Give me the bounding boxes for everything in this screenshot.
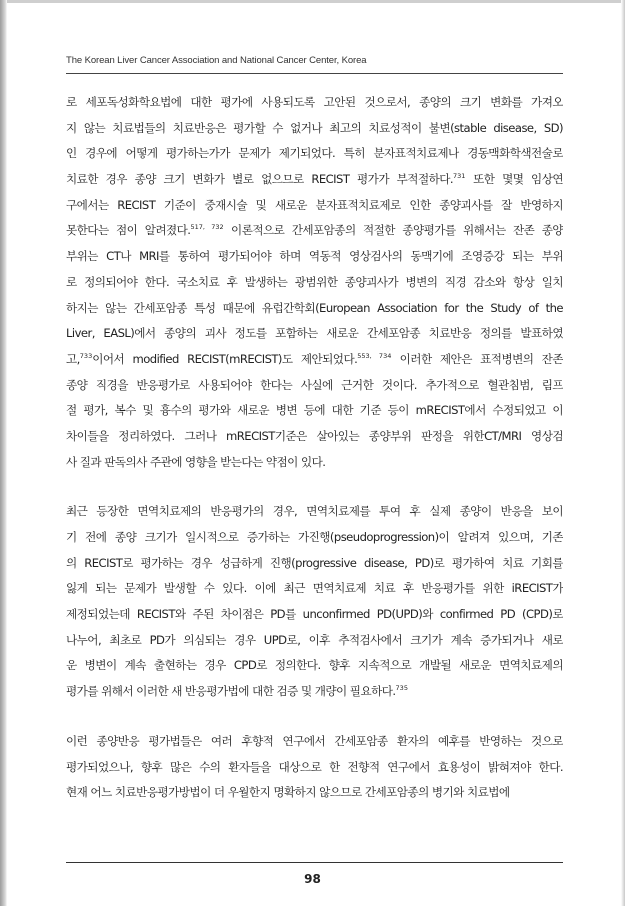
text-segment: 운 병변이 계속 출현하는 경우 CPD로 정의한다. 향후 지속적으로 개발될 새로운 면역치료제의 — [66, 658, 563, 673]
text-segment: 기 전에 종양 크기가 일시적으로 증가하는 가진행(pseudoprogression)이 알려져 있으며, 기존 — [66, 530, 563, 544]
text-segment: 인 경우에 어떻게 평가하는가가 문제가 제기되었다. 특히 분자표적치료제나 경동맥화학색전술로 — [66, 146, 563, 161]
text-segment: 이론적으로 간세포암종의 적절한 종양평가를 위해서는 잔존 종양 — [223, 223, 563, 238]
text-segment: Liver, EASL)에서 종양의 괴사 정도를 포함하는 새로운 간세포암종 치료반응 정의를 발표하였 — [66, 326, 563, 341]
text-segment: 지 않는 치료법들의 치료반응은 평가할 수 없거나 최고의 치료성적이 불변(stable disease, SD) — [66, 120, 563, 135]
text-line — [66, 244, 563, 270]
citation-superscript: 735 — [395, 684, 408, 693]
running-header: The Korean Liver Cancer Association and National Cancer Center, Korea — [66, 55, 367, 66]
text-segment: 구에서는 RECIST 기준이 중재시술 및 새로운 분자표적치료제로 인한 종양괴사를 잘 반영하지 — [66, 197, 563, 212]
text-line — [66, 398, 563, 424]
text-line — [66, 193, 563, 219]
text-segment: 로 정의되어야 한다. 국소치료 후 발생하는 광범위한 종양괴사가 병변의 직경 감소와 항상 일치 — [66, 274, 563, 289]
text-line — [66, 218, 563, 244]
text-segment: 로 세포독성화학요법에 대한 평가에 사용되도록 고안된 것으로서, 종양의 크기 변화를 가져오 — [66, 95, 563, 109]
text-segment: 또한 몇몇 임상연 — [465, 172, 563, 187]
text-segment: 치료한 경우 종양 크기 변화가 별로 없으므로 RECIST 평가가 부적절하다. — [66, 172, 454, 187]
text-segment: 의 RECIST로 평가하는 경우 성급하게 진행(progressive disease, PD)로 평가하여 치료 기회를 — [66, 555, 563, 570]
page-edge-right — [621, 0, 625, 906]
text-line — [66, 270, 563, 296]
text-segment: 고, — [66, 351, 80, 366]
text-line — [66, 116, 563, 142]
text-segment: 이런 종양반응 평가법들은 여러 후향적 연구에서 간세포암종 환자의 예후를 반영하는 것으로 — [66, 733, 563, 748]
text-line — [66, 450, 563, 476]
paragraph — [66, 729, 563, 806]
text-segment: 못한다는 점이 알려졌다. — [66, 223, 191, 238]
footer-rule — [66, 862, 563, 863]
text-line — [66, 679, 563, 705]
text-line — [66, 628, 563, 654]
paragraph — [66, 90, 563, 475]
paragraph-gap — [66, 705, 563, 729]
page-number: 98 — [304, 872, 321, 886]
text-line — [66, 347, 563, 373]
page-edge-left — [0, 0, 7, 906]
text-line — [66, 296, 563, 322]
text-segment: 최근 등장한 면역치료제의 반응평가의 경우, 면역치료제를 투여 후 실제 종양이 반응을 보이 — [66, 504, 563, 519]
text-line — [66, 90, 563, 116]
text-segment: 부위는 CT나 MRI를 통하여 평가되어야 하며 역동적 영상검사의 동맥기에 조영증강 되는 부위 — [66, 249, 563, 264]
text-segment: 절 평가, 복수 및 흉수의 평가와 새로운 병변 등에 대한 기준 등이 mRECIST에서 수정되었고 이 — [66, 403, 563, 418]
text-line — [66, 141, 563, 167]
text-line — [66, 653, 563, 679]
citation-superscript: 517, 732 — [190, 223, 224, 232]
text-segment: 차이들을 정리하였다. 그러나 mRECIST기준은 살아있는 종양부위 판정을 위한CT/MRI 영상검 — [66, 428, 563, 443]
text-segment: 사 질과 판독의사 주관에 영향을 받는다는 약점이 있다. — [66, 454, 326, 469]
text-segment: 종양 직경을 반응평가로 사용되어야 한다는 사실에 근거한 것이다. 추가적으로 혈관침범, 림프 — [66, 377, 563, 392]
text-segment: 나누어, 최초로 PD가 의심되는 경우 UPD로, 이후 추적검사에서 크기가 계속 증가되거나 새로 — [66, 632, 563, 647]
text-line — [66, 755, 563, 781]
text-line — [66, 424, 563, 450]
text-segment: 평가되었으나, 향후 많은 수의 환자들을 대상으로 한 전향적 연구에서 효용성이 밝혀져야 한다. — [66, 759, 563, 774]
text-line — [66, 551, 563, 577]
text-line — [66, 499, 563, 525]
text-line — [66, 373, 563, 399]
page-edge-top — [0, 0, 625, 3]
text-segment: 평가를 위해서 이러한 새 반응평가법에 대한 검증 및 개량이 필요하다. — [66, 684, 396, 699]
text-line — [66, 729, 563, 755]
text-line — [66, 321, 563, 347]
citation-superscript: 553, 734 — [357, 351, 392, 360]
text-line — [66, 525, 563, 551]
text-line — [66, 780, 563, 806]
citation-superscript: 733 — [79, 351, 93, 360]
text-line — [66, 576, 563, 602]
paragraph — [66, 499, 563, 705]
text-segment: 이어서 modified RECIST(mRECIST)도 제안되었다. — [92, 351, 358, 366]
text-segment: 하지는 않는 간세포암종 특성 때문에 유럽간학회(European Association for the Study of the — [66, 300, 563, 315]
text-line — [66, 602, 563, 628]
text-segment: 제정되었는데 RECIST와 주된 차이점은 PD를 unconfirmed PD(UPD)와 confirmed PD (CPD)로 — [66, 607, 563, 622]
text-segment: 현재 어느 치료반응평가방법이 더 우월한지 명확하지 않으므로 간세포암종의 병기와 치료법에 — [66, 785, 510, 800]
citation-superscript: 731 — [453, 172, 466, 181]
text-segment: 이러한 제안은 표적병변의 잔존 — [391, 351, 563, 366]
text-line — [66, 167, 563, 193]
paragraph-gap — [66, 475, 563, 499]
text-segment: 잃게 되는 문제가 발생할 수 있다. 이에 최근 면역치료제 치료 후 반응평가를 위한 iRECIST가 — [66, 581, 563, 596]
header-rule — [66, 73, 563, 74]
body-text — [66, 90, 563, 806]
